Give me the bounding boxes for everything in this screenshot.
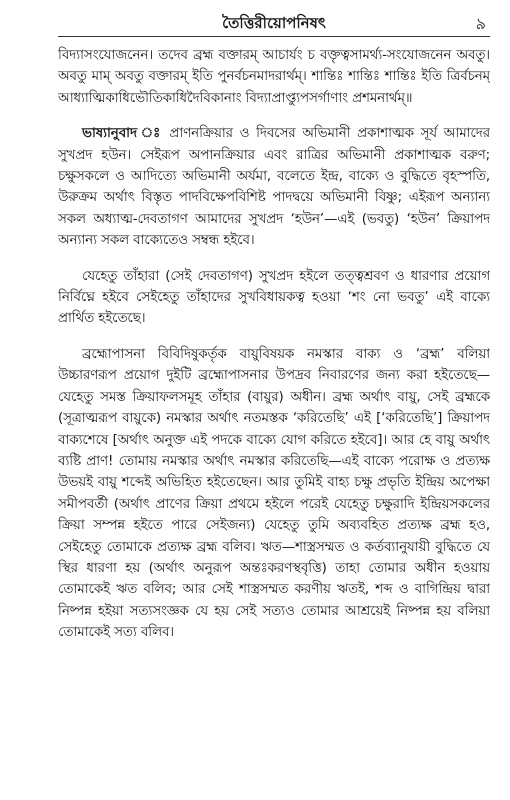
translation-heading: ভাষ্যানুবাদ ঃ <box>82 126 163 142</box>
page-number: ৯ <box>475 14 486 33</box>
paragraph-brahma-upasana <box>58 344 490 644</box>
paragraph-text: ব্রহ্মোপাসনা বিবিদিষুকর্তৃক বায়ুবিষয়ক নমস্কার বাক্য ও ‘ব্রহ্ম’ বলিয়া উচ্চারণরূপ প্রয়োগ দুইটি ব্রহ্মোপাসনার উপদ্রব নিবারণের জন্য করা হইতেছে—যেহেতু সমস্ত ক্রিয়াফলসমূহ তাঁহার (বায়ুর) অধীন। ব্রহ্ম অর্থাৎ বায়ু, সেই ব্রহ্মকে (সূত্রাত্মরূপ বায়ুকে) নমস্কার অর্থাৎ নতমস্তক ‘করিতেছি’ এই [‘করিতেছি’] ক্রিয়াপদ বাক্যশেষে [অর্থাৎ অনুক্ত এই পদকে বাক্যে যোগ করিতে হইবে]। আর হে বায়ু অর্থাৎ ব্যষ্টি প্রাণ! তোমায় নমস্কার অর্থাৎ নমস্কার করিতেছি—এই বাক্যে পরোক্ষ ও প্রত্যক্ষ উভয়ই বায়ু শব্দেই অভিহিত হইতেছেন। আর তুমিই বাহ্য চক্ষু প্রভৃতি ইন্দ্রিয় অপেক্ষা সমীপবর্তী (অর্থাৎ প্রাণের ক্রিয়া প্রথমে হইলে পরেই যেহেতু চক্ষুরাদি ইন্দ্রিয়সকলের ক্রিয়া সম্পন্ন হইতে পারে সেইজন্য) যেহেতু তুমি অব্যবহিত প্রত্যক্ষ ব্রহ্ম হও, সেইহেতু তোমাকে প্রত্যক্ষ ব্রহ্ম বলিব। ঋত—শাস্ত্রসম্মত ও কর্তব্যানুযায়ী বুদ্ধিতে যে স্থির ধারণা হয় (অর্থাৎ অনুরূপ অন্তঃকরণস্থবৃত্তি) তাহা তোমার অধীন হওয়ায় তোমাকেই ঋত বলিব; আর সেই শাস্ত্রসম্মত করণীয় ঋতই, শব্দ ও বাগিন্দ্রিয় দ্বারা নিষ্পন্ন হইয়া সত্যসংজ্ঞক যে হয় সেই সত্যও তোমার আশ্রয়েই নিষ্পন্ন হয় বলিয়া তোমাকেই সত্য বলিব। <box>58 346 490 641</box>
paragraph-text: বিদ্যাসংযোজনেন। তদেব ব্রহ্ম বক্তারম্ আচার্যং চ বক্তৃত্বসামর্থ্য-সংযোজনেন অবতু। অবতু মাম্ অবতু বক্তারম্ ইতি পুনর্বচনমাদরার্থম্। শান্তিঃ শান্তিঃ শান্তিঃ ইতি ত্রির্বচনম্ আধ্যাত্মিকাধিভৌতিকাধিদৈবিকানাং বিদ্যাপ্রাপ্ত্যুপসর্গাণাং প্রশমনার্থম্॥ <box>58 48 490 106</box>
paragraph-sanskrit-commentary <box>58 45 490 109</box>
paragraph-text: যেহেতু তাঁহারা (সেই দেবতাগণ) সুখপ্রদ হইলে তত্ত্বশ্রবণ ও ধারণার প্রয়োগ নির্বিঘ্নে হইবে সেইহেতু তাঁহাদের সুখবিধায়কত্ব হওয়া ‘শং নো ভবতু’ এই বাক্যে প্রার্থিত হইতেছে। <box>58 268 490 327</box>
book-page <box>58 10 490 790</box>
running-title: তৈত্তিরীয়োপনিষৎ <box>222 14 326 32</box>
paragraph-explanation <box>58 266 490 330</box>
page-body <box>58 37 490 644</box>
paragraph-translation <box>58 123 490 251</box>
page-header <box>58 10 490 37</box>
paragraph-text: প্রাণনক্রিয়ার ও দিবসের অভিমানী প্রকাশাত্মক সূর্য আমাদের সুখপ্রদ হউন। সেইরূপ অপানক্রিয়ার এবং রাত্রির অভিমানী প্রকাশাত্মক বরুণ; চক্ষুসকলে ও আদিত্যে অভিমানী অর্যমা, বলেতে ইন্দ্র, বাক্যে ও বুদ্ধিতে বৃহস্পতি, উরুক্রম অর্থাৎ বিস্তৃত পাদবিক্ষেপবিশিষ্ট পাদদ্বয়ে অভিমানী বিষ্ণু; এইরূপ অন্যান্য সকল অধ্যাত্ম-দেবতাগণ আমাদের সুখপ্রদ ‘হউন’—এই (ভবতু) ‘হউন’ ক্রিয়াপদ অন্যান্য সকল বাক্যেতেও সম্বন্ধ হইবে। <box>58 126 490 249</box>
